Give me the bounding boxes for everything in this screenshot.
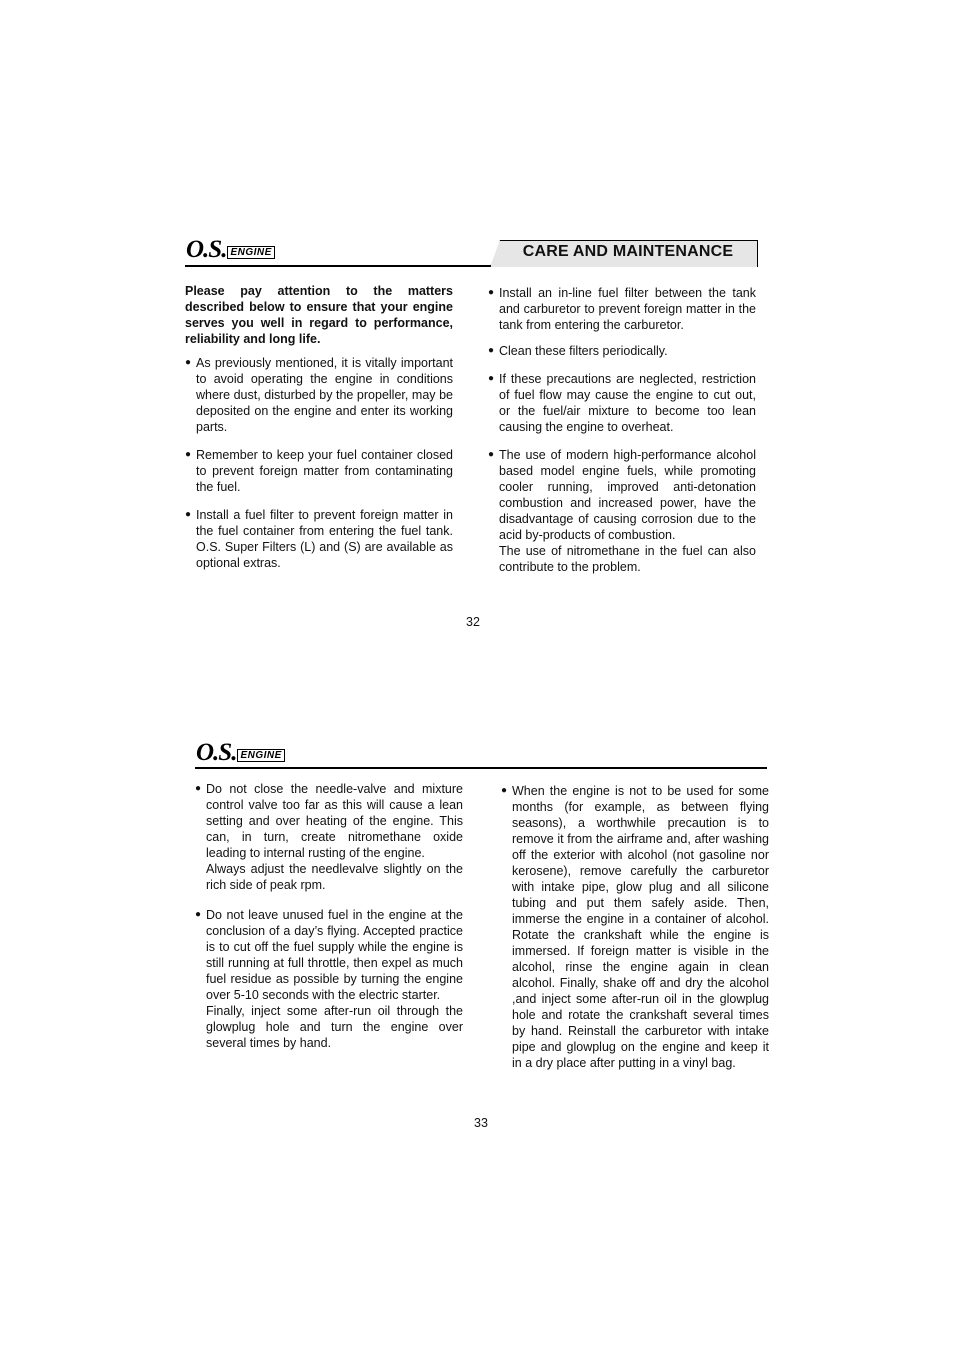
bullet-icon: ● — [488, 345, 495, 356]
manual-page-33 — [0, 675, 954, 1350]
list-item: ● When the engine is not to be used for some months (for example, as between flying seasons), a worthwhile precaution is to remove it from the airframe and, after washing off the exterior with alcohol (not gasoline nor kerosene), remove carefully the carburetor with intake pipe, glow plug and all silicone tubing and put them safely aside. Then, immerse the engine in a container of alcohol. Rotate the crankshaft while the engine is immersed. If foreign matter is visible in the alcohol, rinse the engine again in clean alcohol. Finally, shake off and dry the alcohol ,and inject some after-run oil in the glowplug hole and rotate the crankshaft several times by hand. Reinstall the carburetor with intake pipe and glowplug on the engine and keep it in a dry place after putting in a vinyl bag. — [501, 784, 769, 1070]
list-item: ● If these precautions are neglected, restriction of fuel flow may cause the engine to cut out, or the fuel/air mixture to become too lean causing the engine to overheat. — [488, 372, 756, 434]
list-item: ● Install an in-line fuel filter between the tank and carburetor to prevent foreign matter in the tank from entering the carburetor. — [488, 286, 756, 332]
bullet-icon: ● — [488, 449, 495, 460]
bullet-icon: ● — [488, 373, 495, 384]
list-item: ● Install a fuel filter to prevent foreign matter in the fuel container from entering the fuel tank. O.S. Super Filters (L) and (S) are available as optional extras. — [185, 508, 453, 570]
right-column — [488, 285, 756, 575]
left-column — [185, 283, 453, 571]
right-column — [501, 783, 769, 1071]
page-number: 32 — [466, 615, 480, 629]
bullet-icon: ● — [195, 783, 202, 794]
bullet-icon: ● — [488, 287, 495, 298]
intro-paragraph: Please pay attention to the matters described below to ensure that your engine serves you well in regard to performance, reliability and long life. — [185, 284, 453, 346]
list-item: ● Do not close the needle-valve and mixture control valve too far as this will cause a lean setting and over heating of the engine. This can, in turn, create nitromethane oxide leading to internal rusting of the engine. Always adjust the needlevalve slightly on the rich side of peak rpm. — [195, 782, 463, 892]
section-title: CARE AND MAINTENANCE — [522, 243, 734, 260]
os-engine-logo: O.S. ENGINE — [186, 236, 275, 264]
bullet-icon: ● — [185, 509, 192, 520]
list-item: ● As previously mentioned, it is vitally important to avoid operating the engine in conditions where dust, disturbed by the propeller, may be deposited on the engine and enter its working parts. — [185, 356, 453, 434]
os-engine-logo: O.S. ENGINE — [196, 739, 285, 767]
bullet-icon: ● — [195, 909, 202, 920]
list-item: ● Clean these filters periodically. — [488, 344, 668, 358]
list-item: ● The use of modern high-performance alcohol based model engine fuels, while promoting cooler running, improved anti-detonation combustion and increased power, have the disadvantage of causing corrosion due to the acid by-products of combustion. The use of nitromethane in the fuel can also contribute to the problem. — [488, 448, 756, 574]
bullet-icon: ● — [501, 785, 508, 796]
list-item: ● Remember to keep your fuel container closed to prevent foreign matter from contaminating the fuel. — [185, 448, 453, 494]
left-column — [195, 781, 463, 1051]
page-number: 33 — [474, 1116, 488, 1130]
header-rule — [195, 767, 767, 769]
bullet-icon: ● — [185, 449, 192, 460]
list-item: ● Do not leave unused fuel in the engine at the conclusion of a day’s flying. Accepted practice is to cut off the fuel supply while the engine is still running at full throttle, then expel as much fuel residue as possible by turning the engine over 5-10 seconds with the electric starter. Finally, inject some after-run oil through the glowplug hole and turn the engine over several times by hand. — [195, 908, 463, 1050]
bullet-icon: ● — [185, 357, 192, 368]
